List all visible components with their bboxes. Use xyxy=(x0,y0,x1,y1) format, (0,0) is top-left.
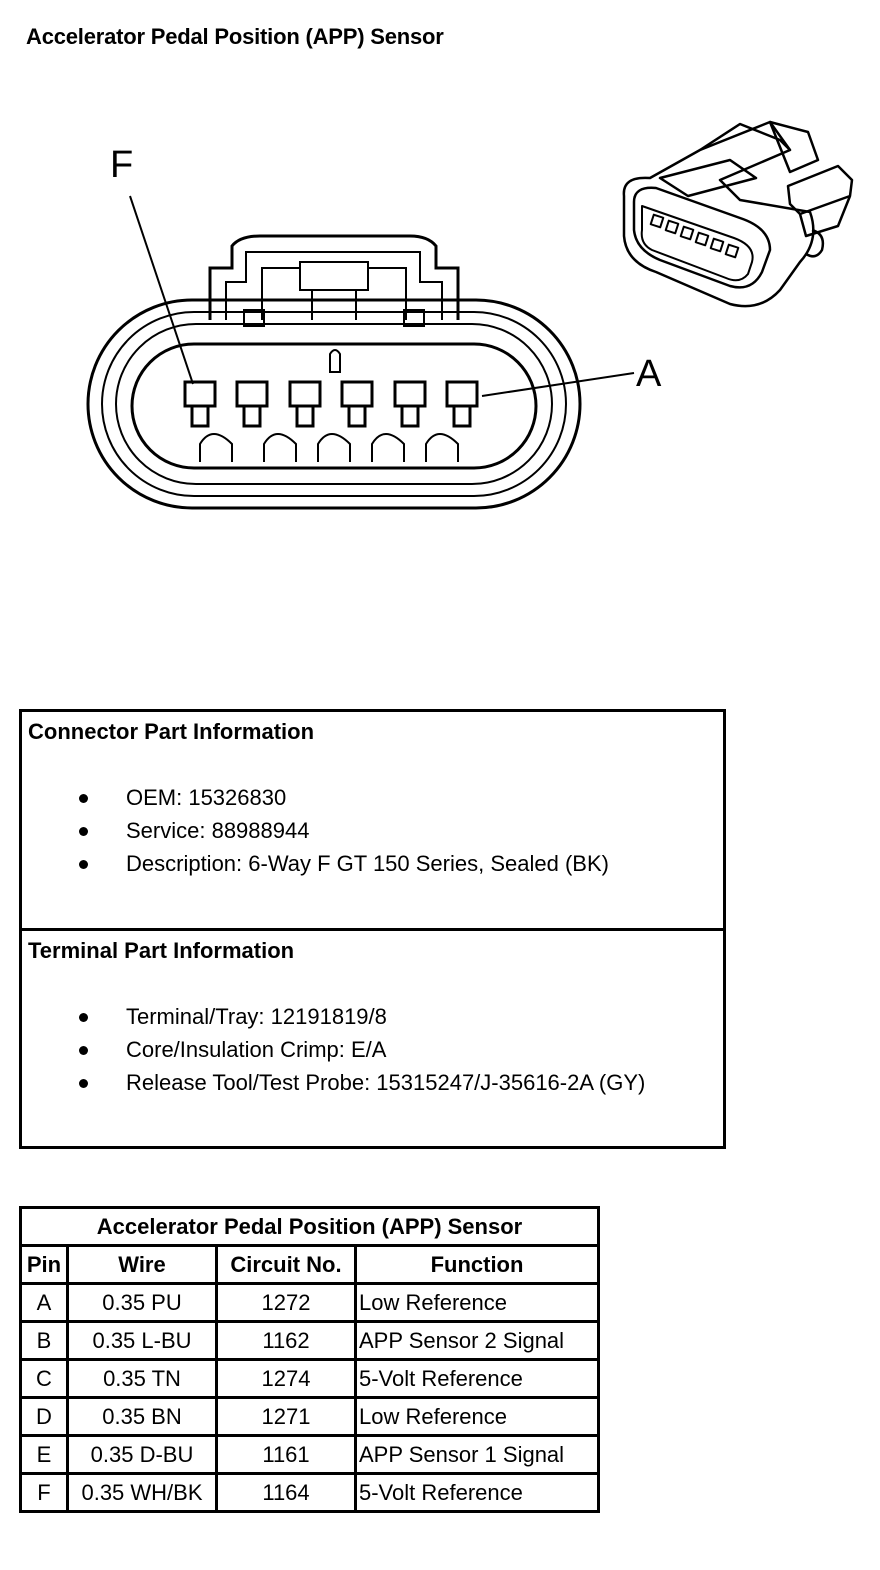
cell-function: 5-Volt Reference xyxy=(356,1474,599,1512)
list-item: Core/Insulation Crimp: E/A xyxy=(22,1033,723,1066)
connector-info-list xyxy=(22,781,723,880)
terminal-cavities xyxy=(185,382,477,426)
cell-circuit: 1274 xyxy=(217,1360,356,1398)
cell-wire: 0.35 D-BU xyxy=(68,1436,217,1474)
table-row xyxy=(21,1360,599,1398)
terminal-info-list xyxy=(22,1000,723,1099)
cell-pin: E xyxy=(21,1436,68,1474)
table-caption: Accelerator Pedal Position (APP) Sensor xyxy=(21,1208,599,1246)
connector-info-heading: Connector Part Information xyxy=(28,719,315,744)
list-item: Description: 6-Way F GT 150 Series, Sealed (BK) xyxy=(22,847,723,880)
keying-bumps xyxy=(200,434,458,462)
cell-pin: A xyxy=(21,1284,68,1322)
cell-wire: 0.35 TN xyxy=(68,1360,217,1398)
cell-function: Low Reference xyxy=(356,1284,599,1322)
cell-pin: D xyxy=(21,1398,68,1436)
cell-wire: 0.35 BN xyxy=(68,1398,217,1436)
list-item: Release Tool/Test Probe: 15315247/J-35616-2A (GY) xyxy=(22,1066,723,1099)
cell-pin: C xyxy=(21,1360,68,1398)
leader-line-a xyxy=(482,373,634,396)
connector-info-box xyxy=(19,709,726,931)
table-header-row xyxy=(21,1246,599,1284)
cell-function: Low Reference xyxy=(356,1398,599,1436)
page-title: Accelerator Pedal Position (APP) Sensor xyxy=(26,24,444,49)
connector-face-diagram xyxy=(0,0,880,600)
header-circuit: Circuit No. xyxy=(217,1246,356,1284)
cell-function: 5-Volt Reference xyxy=(356,1360,599,1398)
thumb-cavities xyxy=(651,215,739,258)
cell-wire: 0.35 PU xyxy=(68,1284,217,1322)
cell-circuit: 1271 xyxy=(217,1398,356,1436)
cell-pin: B xyxy=(21,1322,68,1360)
cell-circuit: 1164 xyxy=(217,1474,356,1512)
cell-circuit: 1162 xyxy=(217,1322,356,1360)
pin-label-f: F xyxy=(110,144,134,186)
cell-wire: 0.35 WH/BK xyxy=(68,1474,217,1512)
table-row xyxy=(21,1322,599,1360)
header-pin: Pin xyxy=(21,1246,68,1284)
table-row xyxy=(21,1398,599,1436)
list-item: Terminal/Tray: 12191819/8 xyxy=(22,1000,723,1033)
header-function: Function xyxy=(356,1246,599,1284)
table-caption-row xyxy=(21,1208,599,1246)
table-row xyxy=(21,1284,599,1322)
cell-circuit: 1272 xyxy=(217,1284,356,1322)
pinout-table xyxy=(19,1206,600,1513)
cell-function: APP Sensor 2 Signal xyxy=(356,1322,599,1360)
table-row xyxy=(21,1474,599,1512)
terminal-info-box xyxy=(19,928,726,1149)
leader-line-f xyxy=(130,196,193,384)
cell-pin: F xyxy=(21,1474,68,1512)
cell-wire: 0.35 L-BU xyxy=(68,1322,217,1360)
connector-3d-view xyxy=(624,122,852,306)
cell-circuit: 1161 xyxy=(217,1436,356,1474)
terminal-info-heading: Terminal Part Information xyxy=(28,938,295,963)
list-item: OEM: 15326830 xyxy=(22,781,723,814)
table-row xyxy=(21,1436,599,1474)
pin-label-a: A xyxy=(636,353,662,395)
header-wire: Wire xyxy=(68,1246,217,1284)
cell-function: APP Sensor 1 Signal xyxy=(356,1436,599,1474)
list-item: Service: 88988944 xyxy=(22,814,723,847)
